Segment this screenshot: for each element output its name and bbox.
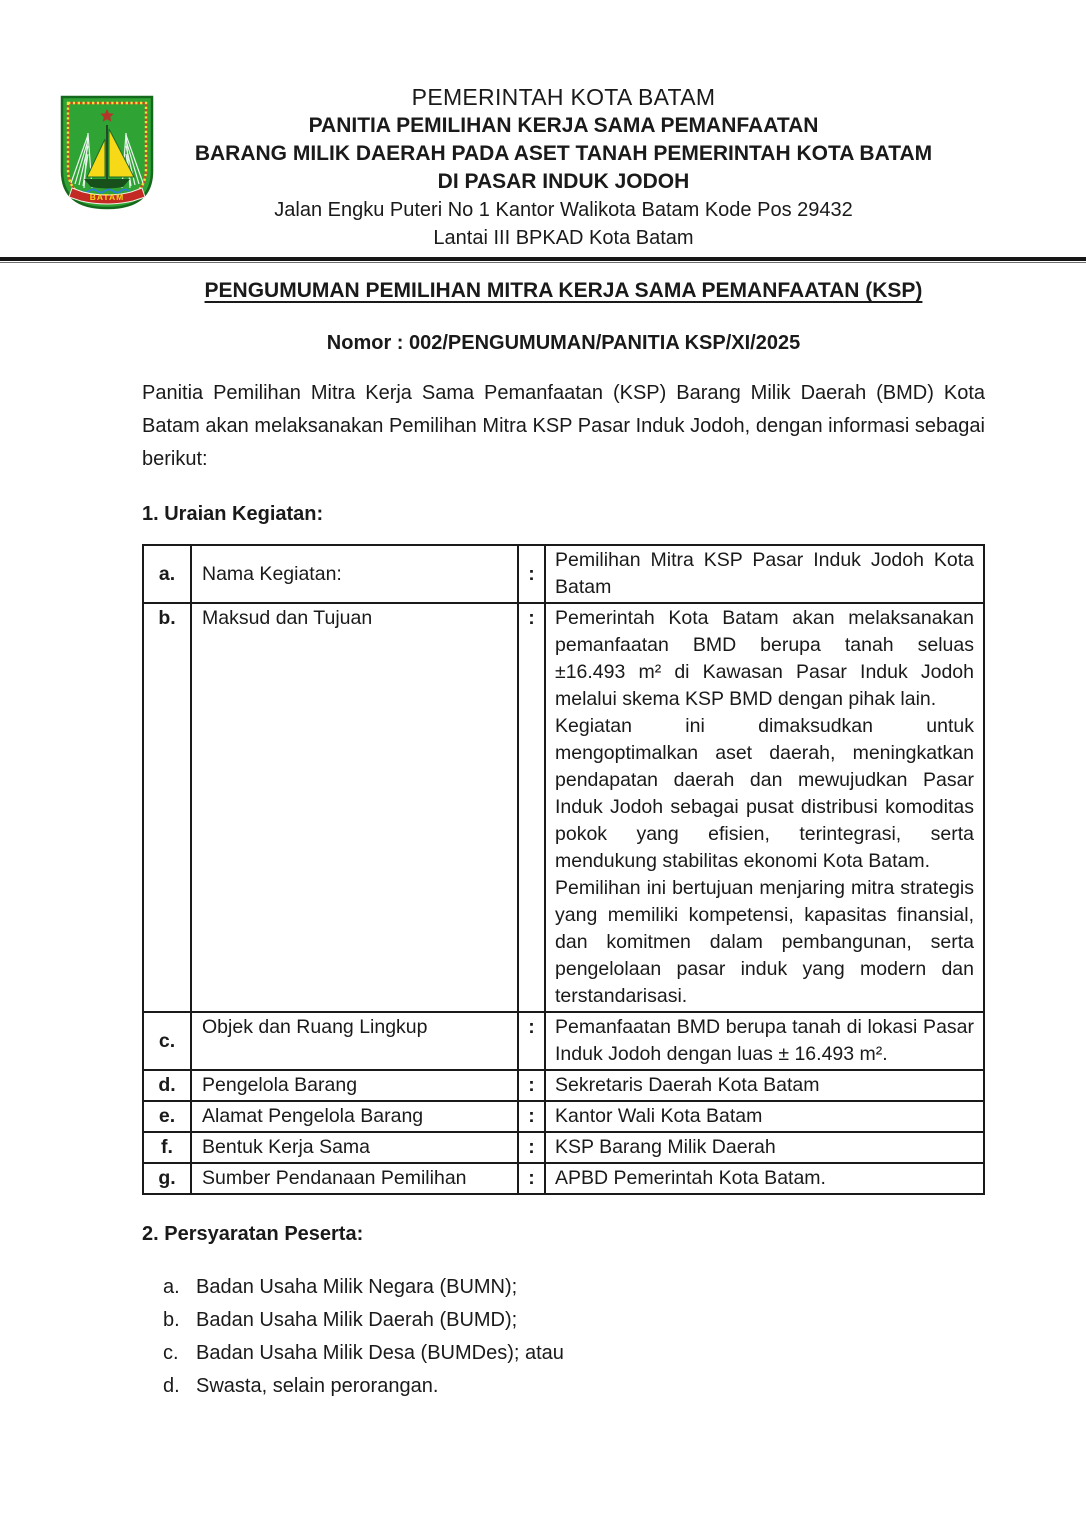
address-line-1: Jalan Engku Puteri No 1 Kantor Walikota Batam Kode Pos 29432 — [274, 199, 853, 221]
table-row — [143, 1070, 984, 1101]
document-title: PENGUMUMAN PEMILIHAN MITRA KERJA SAMA PEMANFAATAN (KSP) — [204, 279, 923, 302]
activity-details-rows — [143, 545, 984, 1194]
table-row — [143, 1163, 984, 1194]
committee-line-3: DI PASAR INDUK JODOH — [437, 170, 690, 193]
row-label: Bentuk Kerja Sama — [191, 1132, 518, 1163]
row-value-paragraph: APBD Pemerintah Kota Batam. — [555, 1167, 826, 1189]
row-letter: c. — [143, 1012, 191, 1070]
row-letter: g. — [143, 1163, 191, 1194]
row-separator: : — [518, 545, 545, 603]
row-value-paragraph: KSP Barang Milik Daerah — [555, 1136, 776, 1158]
agency-name: PEMERINTAH KOTA BATAM — [411, 84, 716, 110]
row-letter: a. — [143, 545, 191, 603]
row-label: Pengelola Barang — [191, 1070, 518, 1101]
batam-emblem-icon — [57, 95, 157, 213]
row-separator: : — [518, 1101, 545, 1132]
row-letter: b. — [143, 603, 191, 1012]
document-body — [142, 278, 985, 1403]
row-letter: d. — [143, 1070, 191, 1101]
activity-details-table — [142, 544, 985, 1195]
table-row — [143, 1012, 984, 1070]
row-value — [545, 1163, 984, 1194]
list-item — [163, 1337, 985, 1370]
row-value-paragraph: Kantor Wali Kota Batam — [555, 1105, 763, 1127]
list-item — [163, 1370, 985, 1403]
table-row — [143, 1101, 984, 1132]
row-letter: e. — [143, 1101, 191, 1132]
row-label: Nama Kegiatan: — [191, 545, 518, 603]
row-value-paragraph: Pemilihan Mitra KSP Pasar Induk Jodoh Kota Batam — [555, 549, 974, 598]
item-letter: a. — [163, 1276, 180, 1298]
list-item — [163, 1271, 985, 1304]
item-letter: d. — [163, 1375, 180, 1397]
item-text: Swasta, selain perorangan. — [196, 1375, 439, 1397]
participant-requirements-list — [142, 1271, 985, 1403]
row-value — [545, 1132, 984, 1163]
row-label: Objek dan Ruang Lingkup — [191, 1012, 518, 1070]
committee-line-1: PANITIA PEMILIHAN KERJA SAMA PEMANFAATAN — [308, 114, 819, 137]
item-letter: c. — [163, 1342, 179, 1364]
row-value-paragraph: Pemilihan ini bertujuan menjaring mitra strategis yang memiliki kompetensi, kapasitas finansial, dan komitmen dalam pembangunan, serta pengelolaan pasar induk yang modern dan terstandarisasi. — [555, 877, 974, 1007]
intro-paragraph: Panitia Pemilihan Mitra Kerja Sama Pemanfaatan (KSP) Barang Milik Daerah (BMD) Kota Batam akan melaksanakan Pemilihan Mitra KSP Pasar Induk Jodoh, dengan informasi sebagai berikut: — [142, 382, 985, 470]
row-separator: : — [518, 1070, 545, 1101]
row-separator: : — [518, 603, 545, 1012]
row-value-paragraph: Kegiatan ini dimaksudkan untuk mengoptimalkan aset daerah, meningkatkan pendapatan daerah dan mewujudkan Pasar Induk Jodoh sebagai pusat distribusi komoditas pokok yang efisien, terintegrasi, serta mendukung stabilitas ekonomi Kota Batam. — [555, 715, 974, 872]
table-row — [143, 545, 984, 603]
row-label: Alamat Pengelola Barang — [191, 1101, 518, 1132]
batam-city-emblem-logo — [57, 95, 157, 213]
item-letter: b. — [163, 1309, 180, 1331]
letterhead-text — [142, 82, 985, 252]
row-value-paragraph: Sekretaris Daerah Kota Batam — [555, 1074, 820, 1096]
row-value — [545, 1012, 984, 1070]
row-value — [545, 1101, 984, 1132]
table-row — [143, 1132, 984, 1163]
row-value-paragraph: Pemanfaatan BMD berupa tanah di lokasi Pasar Induk Jodoh dengan luas ± 16.493 m². — [555, 1016, 974, 1065]
table-row — [143, 603, 984, 1012]
section2-heading: 2. Persyaratan Peserta: — [142, 1223, 364, 1245]
section1-heading: 1. Uraian Kegiatan: — [142, 503, 324, 525]
logo-banner-text: BATAM — [89, 192, 125, 202]
document-number: Nomor : 002/PENGUMUMAN/PANITIA KSP/XI/2025 — [326, 332, 801, 354]
row-value — [545, 1070, 984, 1101]
item-text: Badan Usaha Milik Daerah (BUMD); — [196, 1309, 518, 1331]
row-value — [545, 545, 984, 603]
row-separator: : — [518, 1012, 545, 1070]
letterhead — [0, 0, 1086, 252]
address-line-2: Lantai III BPKAD Kota Batam — [433, 227, 694, 249]
row-separator: : — [518, 1132, 545, 1163]
row-label: Sumber Pendanaan Pemilihan — [191, 1163, 518, 1194]
row-separator: : — [518, 1163, 545, 1194]
committee-line-2: BARANG MILIK DAERAH PADA ASET TANAH PEMERINTAH KOTA BATAM — [194, 142, 933, 165]
row-value-paragraph: Pemerintah Kota Batam akan melaksanakan pemanfaatan BMD berupa tanah seluas ±16.493 m² di Kawasan Pasar Induk Jodoh melalui skema KSP BMD dengan pihak lain. — [555, 607, 974, 710]
item-text: Badan Usaha Milik Desa (BUMDes); atau — [196, 1342, 564, 1364]
letterhead-divider — [0, 257, 1086, 263]
row-letter: f. — [143, 1132, 191, 1163]
row-value — [545, 603, 984, 1012]
item-text: Badan Usaha Milik Negara (BUMN); — [196, 1276, 518, 1298]
row-label: Maksud dan Tujuan — [191, 603, 518, 1012]
list-item — [163, 1304, 985, 1337]
